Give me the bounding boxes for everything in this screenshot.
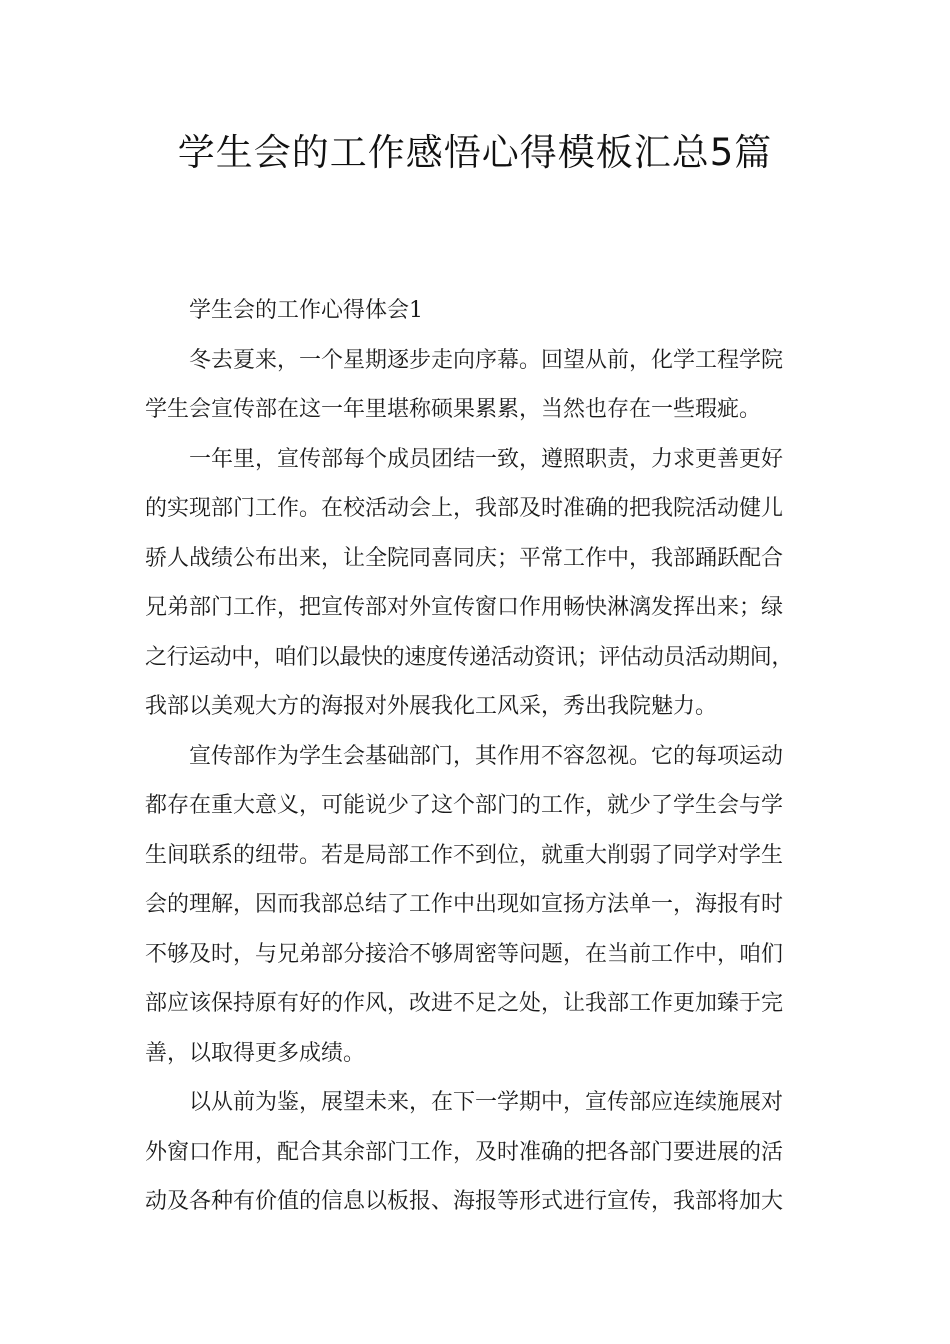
paragraph-2-line-2: 的实现部门工作。在校活动会上，我部及时准确的把我院活动健儿: [145, 496, 784, 521]
paragraph-3-line-5: 不够及时，与兄弟部分接洽不够周密等问题，在当前工作中，咱们: [145, 941, 784, 967]
paragraph-2-line-4: 兄弟部门工作，把宣传部对外宣传窗口作用畅快淋漓发挥出来；绿: [145, 595, 784, 620]
paragraph-2-line-1: 一年里，宣传部每个成员团结一致，遵照职责，力求更善更好: [189, 446, 784, 472]
paragraph-2-line-3: 骄人战绩公布出来，让全院同喜同庆；平常工作中，我部踊跃配合: [145, 545, 784, 571]
document-title: 学生会的工作感悟心得模板汇总5篇: [177, 131, 773, 174]
paragraph-3-line-4: 会的理解，因而我部总结了工作中出现如宣扬方法单一，海报有时: [145, 892, 784, 917]
paragraph-3-line-3: 生间联系的纽带。若是局部工作不到位，就重大削弱了同学对学生: [145, 842, 784, 868]
paragraph-4-line-3: 动及各种有价值的信息以板报、海报等形式进行宣传，我部将加大: [145, 1189, 784, 1214]
paragraph-2-line-5: 之行运动中，咱们以最快的速度传递活动资讯；评估动员活动期间，: [145, 644, 794, 670]
paragraph-3-line-6: 部应该保持原有好的作风，改进不足之处，让我部工作更加臻于完: [145, 991, 784, 1016]
document-body: [145, 286, 825, 1227]
paragraph-1-line-2: 学生会宣传部在这一年里堪称硕果累累，当然也存在一些瑕疵。: [145, 397, 762, 422]
paragraph-3-line-2: 都存在重大意义，可能说少了这个部门的工作，就少了学生会与学: [145, 793, 784, 818]
paragraph-3-line-1: 宣传部作为学生会基础部门，其作用不容忽视。它的每项运动: [189, 743, 784, 769]
paragraph-3-line-7: 善，以取得更多成绩。: [145, 1040, 366, 1066]
section-heading: 学生会的工作心得体会1: [189, 298, 423, 323]
paragraph-2-line-6: 我部以美观大方的海报对外展我化工风采，秀出我院魅力。: [145, 694, 718, 719]
paragraph-1-line-1: 冬去夏来，一个星期逐步走向序幕。回望从前，化学工程学院: [189, 347, 784, 373]
paragraph-4-line-2: 外窗口作用，配合其余部门工作，及时准确的把各部门要进展的活: [145, 1139, 784, 1165]
paragraph-4-line-1: 以从前为鉴，展望未来，在下一学期中，宣传部应连续施展对: [189, 1090, 784, 1115]
